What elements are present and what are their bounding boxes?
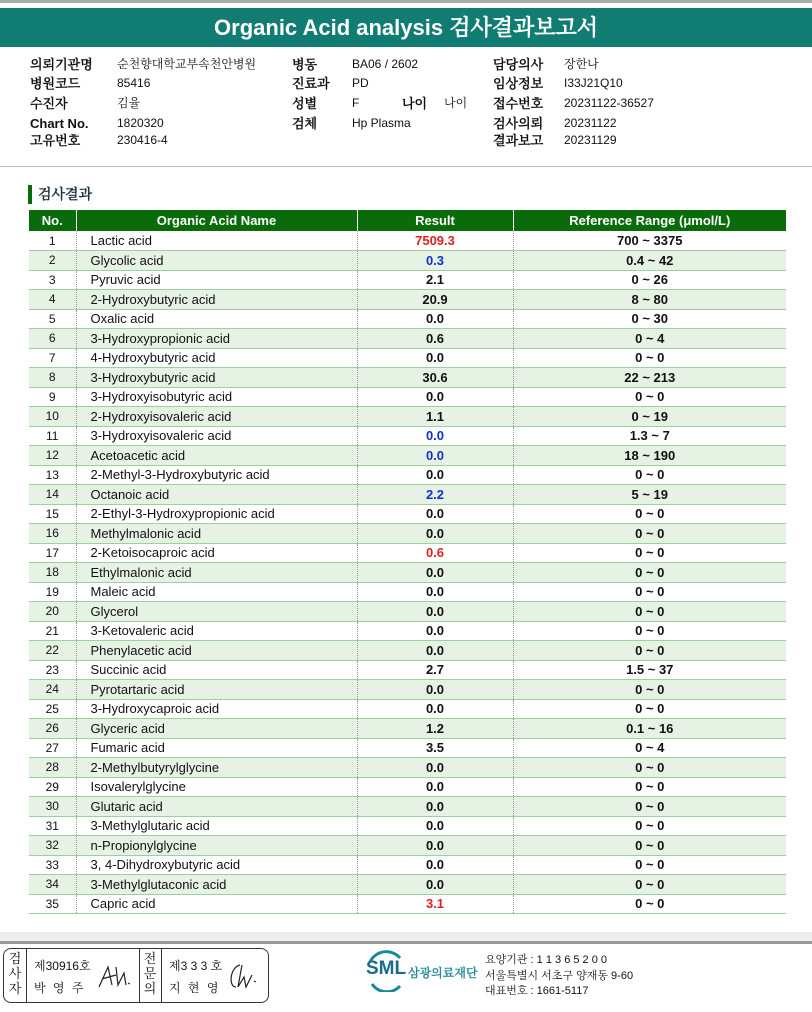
- acid-name: 3-Hydroxyisobutyric acid: [76, 387, 357, 407]
- acid-name: 3-Hydroxyisovaleric acid: [76, 426, 357, 446]
- acid-name: Octanoic acid: [76, 485, 357, 505]
- examiner-label: 검사자: [8, 951, 22, 996]
- result-value: 0.0: [357, 836, 513, 856]
- acid-name: Fumaric acid: [76, 738, 357, 758]
- table-row: [29, 387, 786, 407]
- result-value: 0.0: [357, 797, 513, 817]
- acid-name: 2-Methylbutyrylglycine: [76, 758, 357, 778]
- table-row: [29, 426, 786, 446]
- reference-range: 1.3 ~ 7: [513, 426, 786, 446]
- result-value: 0.0: [357, 758, 513, 778]
- info-label: Chart No.: [30, 116, 89, 131]
- acid-name: Glycolic acid: [76, 251, 357, 271]
- table-row: [29, 543, 786, 563]
- result-value: 0.0: [357, 816, 513, 836]
- acid-name: 2-Hydroxyisovaleric acid: [76, 407, 357, 427]
- reference-range: 0 ~ 0: [513, 855, 786, 875]
- col-header-result: Result: [357, 210, 513, 231]
- col-header-name: Organic Acid Name: [76, 210, 357, 231]
- table-row: [29, 309, 786, 329]
- info-value: 장한나: [564, 57, 599, 71]
- acid-name: 3, 4-Dihydroxybutyric acid: [76, 855, 357, 875]
- table-row: [29, 719, 786, 739]
- table-row: [29, 329, 786, 349]
- row-no: 21: [29, 621, 76, 641]
- acid-name: 3-Methylglutaric acid: [76, 816, 357, 836]
- row-no: 29: [29, 777, 76, 797]
- acid-name: Acetoacetic acid: [76, 446, 357, 466]
- row-no: 23: [29, 660, 76, 680]
- info-label: 성별: [292, 96, 318, 111]
- acid-name: Oxalic acid: [76, 309, 357, 329]
- info-value: 230416-4: [117, 133, 168, 147]
- result-value: 0.0: [357, 309, 513, 329]
- row-no: 15: [29, 504, 76, 524]
- row-no: 10: [29, 407, 76, 427]
- row-no: 17: [29, 543, 76, 563]
- result-value: 0.0: [357, 465, 513, 485]
- row-no: 33: [29, 855, 76, 875]
- examiner-name: 박 영 주: [34, 981, 86, 995]
- age-value: 나이: [444, 96, 468, 110]
- row-no: 2: [29, 251, 76, 271]
- reference-range: 0 ~ 0: [513, 680, 786, 700]
- info-label: 병동: [292, 57, 318, 72]
- acid-name: 3-Ketovaleric acid: [76, 621, 357, 641]
- row-no: 12: [29, 446, 76, 466]
- acid-name: Pyruvic acid: [76, 270, 357, 290]
- result-value: 0.0: [357, 680, 513, 700]
- reference-range: 0 ~ 0: [513, 602, 786, 622]
- row-no: 5: [29, 309, 76, 329]
- acid-name: 2-Methyl-3-Hydroxybutyric acid: [76, 465, 357, 485]
- info-value: F: [352, 96, 360, 110]
- reference-range: 0 ~ 0: [513, 582, 786, 602]
- row-no: 16: [29, 524, 76, 544]
- reference-range: 0 ~ 0: [513, 875, 786, 895]
- reference-range: 0 ~ 30: [513, 309, 786, 329]
- table-row: [29, 446, 786, 466]
- row-no: 1: [29, 231, 76, 251]
- doctor-label: 전문의: [143, 951, 157, 996]
- row-no: 27: [29, 738, 76, 758]
- table-row: [29, 407, 786, 427]
- info-label: 담당의사: [493, 57, 544, 72]
- result-value: 0.0: [357, 348, 513, 368]
- row-no: 26: [29, 719, 76, 739]
- reference-range: 22 ~ 213: [513, 368, 786, 388]
- table-row: [29, 641, 786, 661]
- result-value: 3.1: [357, 894, 513, 914]
- reference-range: 0 ~ 0: [513, 758, 786, 778]
- result-value: 0.0: [357, 855, 513, 875]
- info-value: 85416: [117, 76, 151, 90]
- row-no: 8: [29, 368, 76, 388]
- reference-range: 0 ~ 0: [513, 465, 786, 485]
- reference-range: 0 ~ 0: [513, 387, 786, 407]
- reference-range: 1.5 ~ 37: [513, 660, 786, 680]
- reference-range: 0 ~ 0: [513, 563, 786, 583]
- info-label: 검사의뢰: [493, 116, 544, 131]
- info-label: 결과보고: [493, 133, 544, 148]
- result-value: 0.6: [357, 543, 513, 563]
- result-value: 2.2: [357, 485, 513, 505]
- info-label: 접수번호: [493, 96, 544, 111]
- row-no: 25: [29, 699, 76, 719]
- result-value: 2.7: [357, 660, 513, 680]
- result-value: 2.1: [357, 270, 513, 290]
- doctor-license: 제3 3 3 호: [169, 959, 223, 973]
- reference-range: 0 ~ 4: [513, 329, 786, 349]
- row-no: 31: [29, 816, 76, 836]
- acid-name: 3-Hydroxybutyric acid: [76, 368, 357, 388]
- result-value: 0.6: [357, 329, 513, 349]
- table-row: [29, 504, 786, 524]
- result-value: 0.3: [357, 251, 513, 271]
- info-value: I33J21Q10: [564, 76, 623, 90]
- reference-range: 0 ~ 0: [513, 699, 786, 719]
- reference-range: 0.4 ~ 42: [513, 251, 786, 271]
- table-row: [29, 485, 786, 505]
- section-title: 검사결과: [28, 185, 92, 204]
- acid-name: 2-Hydroxybutyric acid: [76, 290, 357, 310]
- table-row: [29, 680, 786, 700]
- info-label: 병원코드: [30, 76, 81, 91]
- signature-box: [3, 948, 269, 1003]
- info-value: 순천향대학교부속천안병원: [117, 57, 257, 71]
- table-row: [29, 836, 786, 856]
- result-value: 0.0: [357, 777, 513, 797]
- table-row: [29, 524, 786, 544]
- divider: [0, 166, 812, 167]
- table-row: [29, 621, 786, 641]
- table-row: [29, 465, 786, 485]
- table-row: [29, 368, 786, 388]
- reference-range: 0 ~ 0: [513, 641, 786, 661]
- reference-range: 8 ~ 80: [513, 290, 786, 310]
- table-row: [29, 251, 786, 271]
- col-header-range: Reference Range (μmol/L): [513, 210, 786, 231]
- table-row: [29, 660, 786, 680]
- acid-name: Pyrotartaric acid: [76, 680, 357, 700]
- info-label: 수진자: [30, 96, 68, 111]
- reference-range: 0 ~ 0: [513, 894, 786, 914]
- row-no: 19: [29, 582, 76, 602]
- table-row: [29, 290, 786, 310]
- info-label: 의뢰기관명: [30, 57, 93, 72]
- row-no: 32: [29, 836, 76, 856]
- results-table: [29, 210, 786, 914]
- row-no: 20: [29, 602, 76, 622]
- table-row: [29, 875, 786, 895]
- info-label: 고유번호: [30, 133, 81, 148]
- acid-name: Capric acid: [76, 894, 357, 914]
- reference-range: 0 ~ 0: [513, 543, 786, 563]
- table-row: [29, 777, 786, 797]
- reference-range: 0 ~ 19: [513, 407, 786, 427]
- reference-range: 0 ~ 0: [513, 621, 786, 641]
- reference-range: 0 ~ 0: [513, 836, 786, 856]
- result-value: 0.0: [357, 387, 513, 407]
- result-value: 0.0: [357, 426, 513, 446]
- table-row: [29, 758, 786, 778]
- age-label: 나이: [402, 96, 428, 111]
- col-header-no: No.: [29, 210, 76, 231]
- info-value: 20231129: [564, 133, 617, 147]
- examiner-license: 제30916호: [34, 959, 91, 973]
- row-no: 34: [29, 875, 76, 895]
- row-no: 11: [29, 426, 76, 446]
- acid-name: Ethylmalonic acid: [76, 563, 357, 583]
- row-no: 30: [29, 797, 76, 817]
- result-value: 3.5: [357, 738, 513, 758]
- result-value: 0.0: [357, 504, 513, 524]
- row-no: 3: [29, 270, 76, 290]
- reference-range: 700 ~ 3375: [513, 231, 786, 251]
- reference-range: 0 ~ 0: [513, 797, 786, 817]
- table-row: [29, 348, 786, 368]
- result-value: 0.0: [357, 641, 513, 661]
- acid-name: Succinic acid: [76, 660, 357, 680]
- doctor-signature: [226, 961, 262, 991]
- result-value: 0.0: [357, 524, 513, 544]
- result-value: 1.2: [357, 719, 513, 739]
- acid-name: Isovalerylglycine: [76, 777, 357, 797]
- acid-name: Glycerol: [76, 602, 357, 622]
- info-value: BA06 / 2602: [352, 57, 419, 71]
- reference-range: 0 ~ 4: [513, 738, 786, 758]
- result-value: 0.0: [357, 875, 513, 895]
- result-value: 0.0: [357, 582, 513, 602]
- acid-name: 4-Hydroxybutyric acid: [76, 348, 357, 368]
- acid-name: Maleic acid: [76, 582, 357, 602]
- examiner-signature: [96, 963, 132, 991]
- reference-range: 0 ~ 0: [513, 504, 786, 524]
- row-no: 28: [29, 758, 76, 778]
- row-no: 9: [29, 387, 76, 407]
- info-value: 20231122: [564, 116, 617, 130]
- acid-name: 3-Hydroxypropionic acid: [76, 329, 357, 349]
- result-value: 0.0: [357, 602, 513, 622]
- table-row: [29, 563, 786, 583]
- row-no: 24: [29, 680, 76, 700]
- info-value: 1820320: [117, 116, 164, 130]
- acid-name: 3-Hydroxycaproic acid: [76, 699, 357, 719]
- table-row: [29, 894, 786, 914]
- reference-range: 0.1 ~ 16: [513, 719, 786, 739]
- acid-name: Methylmalonic acid: [76, 524, 357, 544]
- reference-range: 5 ~ 19: [513, 485, 786, 505]
- acid-name: n-Propionylglycine: [76, 836, 357, 856]
- result-value: 20.9: [357, 290, 513, 310]
- acid-name: 2-Ethyl-3-Hydroxypropionic acid: [76, 504, 357, 524]
- reference-range: 0 ~ 0: [513, 524, 786, 544]
- acid-name: Phenylacetic acid: [76, 641, 357, 661]
- result-value: 30.6: [357, 368, 513, 388]
- table-row: [29, 699, 786, 719]
- table-row: [29, 231, 786, 251]
- reference-range: 0 ~ 26: [513, 270, 786, 290]
- reference-range: 0 ~ 0: [513, 348, 786, 368]
- acid-name: 3-Methylglutaconic acid: [76, 875, 357, 895]
- footer-divider: [0, 932, 812, 944]
- row-no: 14: [29, 485, 76, 505]
- table-row: [29, 855, 786, 875]
- info-value: Hp Plasma: [352, 116, 411, 130]
- report-title: Organic Acid analysis 검사결과보고서: [0, 8, 812, 47]
- row-no: 18: [29, 563, 76, 583]
- row-no: 22: [29, 641, 76, 661]
- table-row: [29, 602, 786, 622]
- acid-name: Glutaric acid: [76, 797, 357, 817]
- info-value: 김율: [117, 96, 141, 110]
- info-value: 20231122-36527: [564, 96, 654, 110]
- row-no: 6: [29, 329, 76, 349]
- row-no: 13: [29, 465, 76, 485]
- acid-name: Glyceric acid: [76, 719, 357, 739]
- info-label: 진료과: [292, 76, 330, 91]
- table-row: [29, 738, 786, 758]
- result-value: 0.0: [357, 699, 513, 719]
- acid-name: Lactic acid: [76, 231, 357, 251]
- result-value: 0.0: [357, 446, 513, 466]
- result-value: 7509.3: [357, 231, 513, 251]
- top-border: [0, 0, 812, 3]
- reference-range: 18 ~ 190: [513, 446, 786, 466]
- table-row: [29, 797, 786, 817]
- table-row: [29, 270, 786, 290]
- acid-name: 2-Ketoisocaproic acid: [76, 543, 357, 563]
- reference-range: 0 ~ 0: [513, 816, 786, 836]
- institution-info: 요양기관 : 1 1 3 6 5 2 0 0 서울특별시 서초구 양재동 9-60 대표번호 : 1661-5117: [485, 954, 634, 997]
- row-no: 4: [29, 290, 76, 310]
- row-no: 35: [29, 894, 76, 914]
- table-row: [29, 582, 786, 602]
- result-value: 0.0: [357, 621, 513, 641]
- result-value: 0.0: [357, 563, 513, 583]
- result-value: 1.1: [357, 407, 513, 427]
- row-no: 7: [29, 348, 76, 368]
- info-label: 검체: [292, 116, 318, 131]
- info-value: PD: [352, 76, 369, 90]
- table-row: [29, 816, 786, 836]
- info-label: 임상정보: [493, 76, 544, 91]
- reference-range: 0 ~ 0: [513, 777, 786, 797]
- doctor-name: 지 현 영: [169, 981, 221, 995]
